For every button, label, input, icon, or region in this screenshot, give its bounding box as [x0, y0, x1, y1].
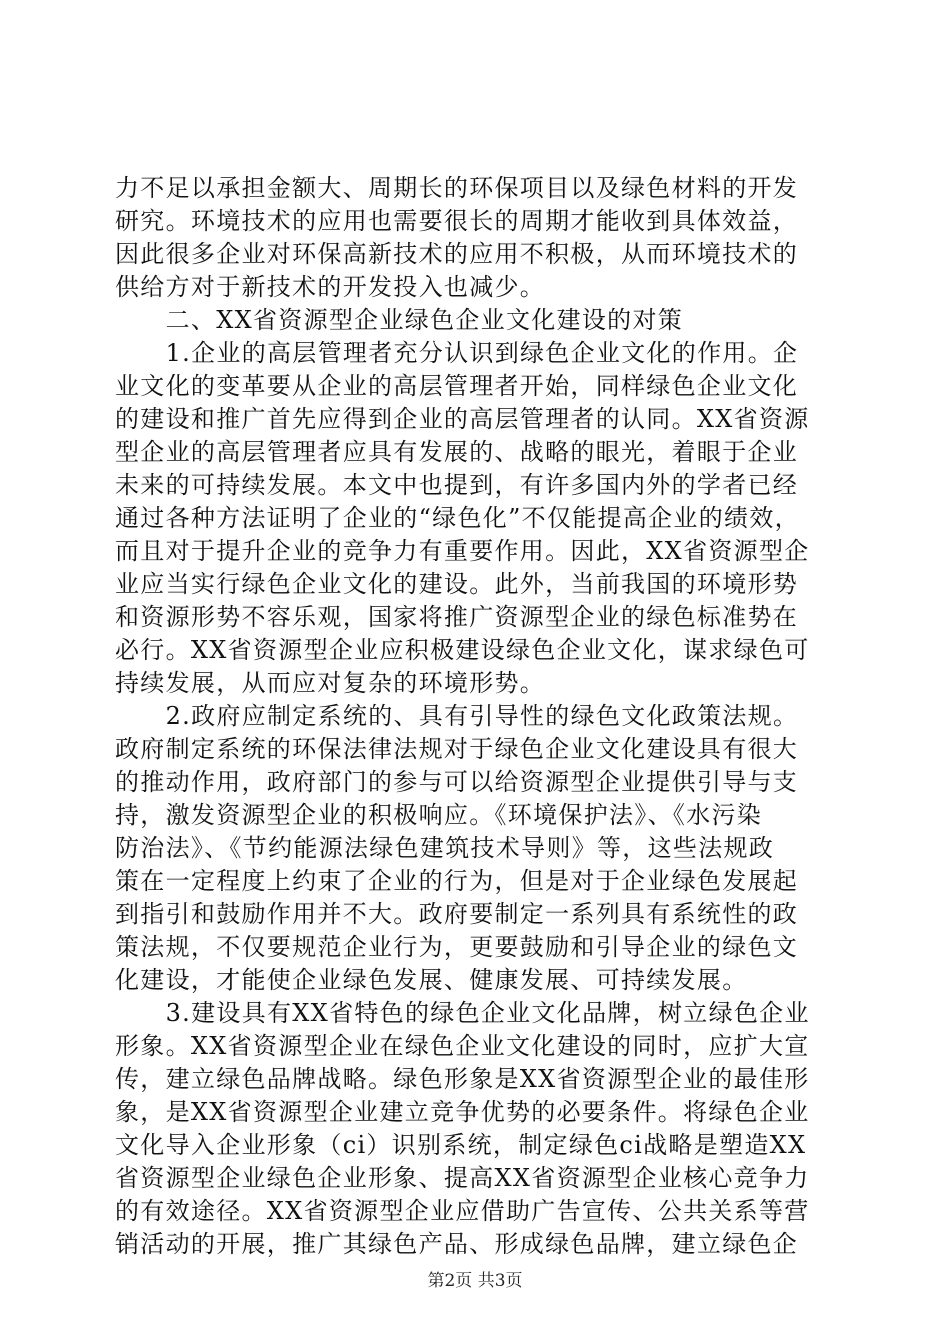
body-text-line: 持，激发资源型企业的积极响应。《环境保护法》、《水污染: [115, 801, 763, 829]
section-heading: 二、XX省资源型企业绿色企业文化建设的对策: [115, 306, 684, 334]
body-text-line: 业应当实行绿色企业文化的建设。此外，当前我国的环境形势: [115, 570, 799, 598]
body-text-line: 未来的可持续发展。本文中也提到，有许多国内外的学者已经: [115, 471, 799, 499]
body-text-line: 政府制定系统的环保法律法规对于绿色企业文化建设具有很大: [115, 735, 799, 763]
body-text-line: 持续发展，从而应对复杂的环境形势。: [115, 669, 546, 697]
body-text-line: 的建设和推广首先应得到企业的高层管理者的认同。XX省资源: [115, 405, 810, 433]
body-text-line: 形象。XX省资源型企业在绿色企业文化建设的同时，应扩大宣: [115, 1032, 810, 1060]
body-text-line: 2.政府应制定系统的、具有引导性的绿色文化政策法规。: [115, 702, 799, 730]
body-text-line: 通过各种方法证明了企业的“绿色化”不仅能提高企业的绩效，: [115, 504, 800, 532]
body-text-line: 而且对于提升企业的竞争力有重要作用。因此，XX省资源型企: [115, 537, 810, 565]
body-text-line: 因此很多企业对环保高新技术的应用不积极，从而环境技术的: [115, 240, 799, 268]
body-text-line: 型企业的高层管理者应具有发展的、战略的眼光，着眼于企业: [115, 438, 799, 466]
body-text-line: 研究。环境技术的应用也需要很长的周期才能收到具体效益，: [115, 207, 799, 235]
body-text-line: 业文化的变革要从企业的高层管理者开始，同样绿色企业文化: [115, 372, 799, 400]
body-text-line: 化建设，才能使企业绿色发展、健康发展、可持续发展。: [115, 966, 748, 994]
body-text-line: 传，建立绿色品牌战略。绿色形象是XX省资源型企业的最佳形: [115, 1065, 810, 1093]
body-text-line: 省资源型企业绿色企业形象、提高XX省资源型企业核心竞争力: [115, 1164, 810, 1192]
body-text-line: 供给方对于新技术的开发投入也减少。: [115, 273, 546, 301]
body-text-line: 到指引和鼓励作用并不大。政府要制定一系列具有系统性的政: [115, 900, 799, 928]
body-text-line: 文化导入企业形象（ci）识别系统，制定绿色ci战略是塑造XX: [115, 1131, 807, 1159]
body-text-line: 策法规，不仅要规范企业行为，更要鼓励和引导企业的绿色文: [115, 933, 799, 961]
body-text-line: 策在一定程度上约束了企业的行为，但是对于企业绿色发展起: [115, 867, 799, 895]
body-text-line: 销活动的开展，推广其绿色产品、形成绿色品牌，建立绿色企: [115, 1230, 799, 1258]
body-text-line: 象，是XX省资源型企业建立竞争优势的必要条件。将绿色企业: [115, 1098, 810, 1126]
page-number-footer: 第2页 共3页: [427, 1271, 523, 1291]
body-text-line: 和资源形势不容乐观，国家将推广资源型企业的绿色标准势在: [115, 603, 799, 631]
body-text-line: 3.建设具有XX省特色的绿色企业文化品牌，树立绿色企业: [115, 999, 810, 1027]
body-text-line: 防治法》、《节约能源法绿色建筑技术导则》等，这些法规政: [115, 834, 775, 862]
body-text-line: 力不足以承担金额大、周期长的环保项目以及绿色材料的开发: [115, 174, 799, 202]
body-text-line: 1.企业的高层管理者充分认识到绿色企业文化的作用。企: [115, 339, 799, 367]
body-text-line: 必行。XX省资源型企业应积极建设绿色企业文化，谋求绿色可: [115, 636, 810, 664]
body-text-line: 的有效途径。XX省资源型企业应借助广告宣传、公共关系等营: [115, 1197, 810, 1225]
body-text-line: 的推动作用，政府部门的参与可以给资源型企业提供引导与支: [115, 768, 799, 796]
